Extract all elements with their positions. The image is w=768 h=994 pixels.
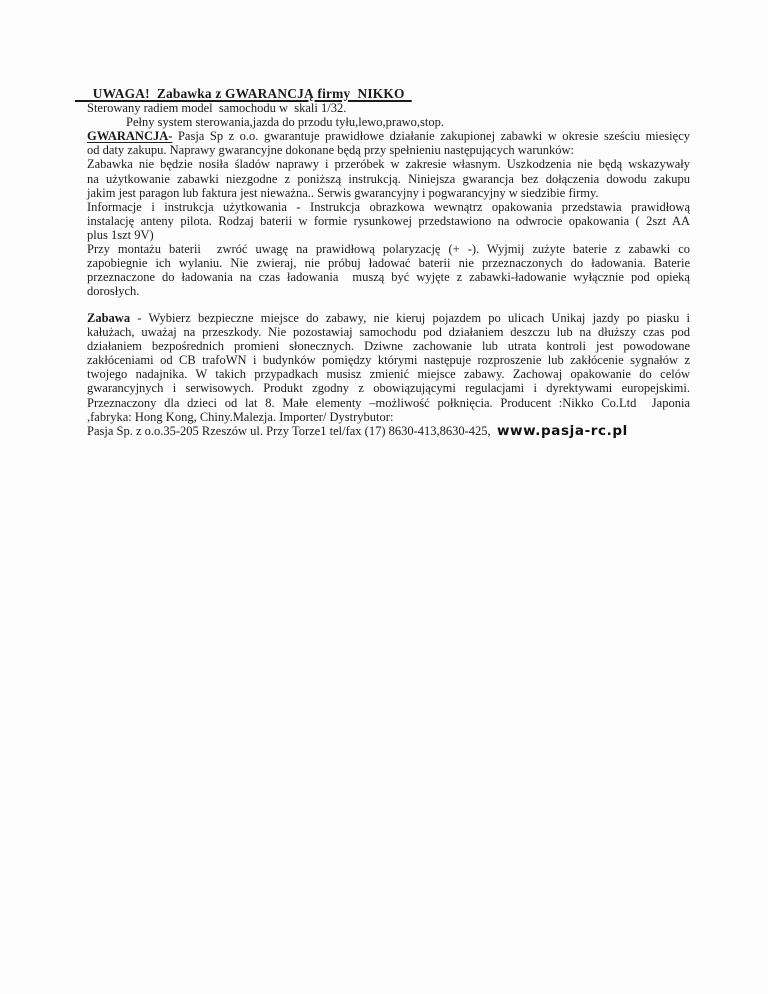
play-line-8: ,fabryka: Hong Kong, Chiny.Malezja. Importer/ Dystrybutor: [87, 409, 394, 424]
paragraph-spacer [87, 298, 690, 311]
features-line: Pełny system sterowania,jazda do przodu tyłu,lewo,prawo,stop. [126, 115, 444, 130]
info-line-3: plus 1szt 9V) [87, 227, 154, 242]
conditions-line-1: Zabawka nie będzie nosiła śladów naprawy i przeróbek w zakresie własnym. Uszkodzenia nie będą wskazywały [87, 157, 690, 172]
warranty-document [75, 86, 690, 439]
document-title [75, 87, 690, 101]
battery-line-4: dorosłych. [87, 284, 140, 299]
website-url: www.pasja-rc.pl [496, 422, 628, 439]
contact-address-text: Pasja Sp. z o.o.35-205 Rzeszów ul. Przy Torze1 tel/fax (17) 8630-413,8630-425, [87, 423, 497, 438]
play-line-7: Przeznaczony dla dzieci od lat 8. Małe elementy –możliwość połknięcia. Producent :Nikko Co.Ltd Japonia [87, 395, 690, 410]
play-line-6: gwarancyjnych i serwisowych. Produkt zgodny z obowiązującymi regulacjami i dyrektywami europejskimi. [87, 381, 690, 396]
battery-line-3: przeznaczone do ładowania na czas ładowania muszą być wyjęte z zabawki-ładowanie wyłącznie pod opieką [87, 270, 690, 285]
info-line-2: instalację anteny pilota. Rodzaj baterii w formie rysunkowej przedstawiono na odwrocie opakowania ( 2szt AA [87, 213, 690, 228]
play-line-1 [87, 311, 690, 325]
play-line-2: kałużach, uważaj na przeszkody. Nie pozostawiaj samochodu pod działaniem deszczu lub na dłuższy czas pod [87, 325, 690, 340]
contact-line [87, 424, 690, 438]
document-title-text: UWAGA! Zabawka z GWARANCJĄ firmy NIKKO [75, 86, 412, 101]
warranty-paragraph-line-2: od daty zakupu. Naprawy gwarancyjne dokonane będą przy spełnieniu następujących warunków: [87, 143, 574, 158]
conditions-line-3: jakim jest paragon lub faktura jest nieważna.. Serwis gwarancyjny i pogwarancyjny w siedzibie firmy. [87, 185, 599, 200]
info-line-1: Informacje i instrukcja użytkowania - Instrukcja obrazkowa wewnątrz opakowania przedstawia prawidłową [87, 199, 690, 214]
warranty-line-1-rest: Pasja Sp z o.o. gwarantuje prawidłowe działanie zakupionej zabawki w okresie sześciu miesięcy [172, 129, 690, 144]
warranty-paragraph-line-1 [87, 129, 690, 143]
play-line-3: działaniem bezpośrednich promieni słonecznych. Dziwne zachowanie lub utrata kontroli jest powodowane [87, 339, 690, 354]
conditions-line-2: na użytkowanie zabawki niezgodne z poniższą instrukcją. Niniejsza gwarancja bez dołączenia dowodu zakupu [87, 171, 690, 186]
warranty-heading: GWARANCJA- [87, 129, 173, 144]
battery-line-1: Przy montażu baterii zwróć uwagę na prawidłową polaryzację (+ -). Wyjmij zużyte baterie z zabawki co [87, 242, 690, 257]
play-heading: Zabawa [87, 311, 131, 325]
model-description-line: Sterowany radiem model samochodu w skali 1/32. [87, 101, 347, 116]
battery-line-2: zapobiegnie ich wylaniu. Nie zwieraj, nie próbuj ładować baterii nie przeznaczonych do ładowania. Baterie [87, 256, 690, 271]
play-line-4: zakłóceniami od CB trafoWN i budynków pomiędzy którymi następuje rozproszenie lub zakłócenie sygnałów z [87, 353, 690, 368]
play-line-5: twojego nadajnika. W takich przypadkach musisz zmienić miejsce zabawy. Zachowaj opakowanie do celów [87, 367, 690, 382]
play-line-1-rest: - Wybierz bezpieczne miejsce do zabawy, nie kieruj pojazdem po ulicach Unikaj jazdy po piasku i [130, 311, 690, 325]
